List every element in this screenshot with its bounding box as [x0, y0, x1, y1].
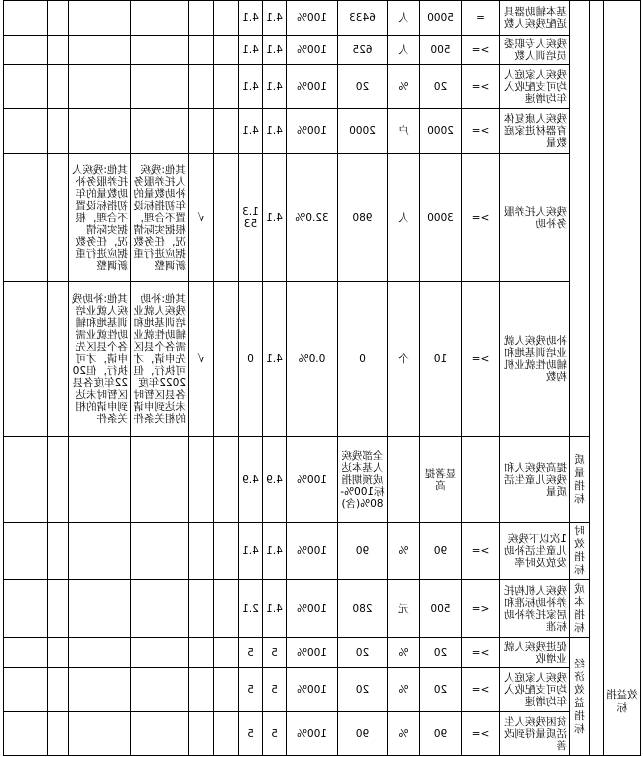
measure-cell: [69, 580, 131, 638]
check-cell: [189, 712, 214, 756]
operator-cell: >=: [462, 65, 500, 109]
blank-cell: [4, 668, 48, 712]
operator-cell: >=: [462, 36, 500, 65]
blank-cell: [214, 437, 239, 523]
table-row: [4, 668, 641, 712]
blank-cell: [214, 36, 239, 65]
completion-rate: 100%: [287, 109, 338, 154]
measure-cell: [69, 712, 131, 756]
unit-cell: %: [388, 65, 420, 109]
reason-cell: [131, 65, 189, 109]
reason-cell: 其他:补助残疾人就业培训基地和辅助性就业需各个县区先申请，才可执行，但2022年度各县区暂时未达到申请的相关条件: [131, 282, 189, 437]
measure-cell: [69, 1, 131, 36]
target-value: 500: [420, 36, 462, 65]
check-cell: [189, 65, 214, 109]
actual-value: 90: [338, 712, 388, 756]
reason-cell: [131, 109, 189, 154]
table-row: [4, 580, 641, 638]
actual-value: 全部残疾人基本达成预期指标100%-80%(含): [338, 437, 388, 523]
check-cell: √: [189, 282, 214, 437]
completion-rate: 0.0%: [287, 282, 338, 437]
table-row: [4, 109, 641, 154]
blank-cell: [4, 580, 48, 638]
table-row: [4, 1, 641, 36]
blank-cell: [48, 638, 69, 668]
unit-cell: %: [388, 712, 420, 756]
operator-cell: >=: [462, 109, 500, 154]
blank-cell: [4, 109, 48, 154]
weight-cell: 4.1: [263, 580, 287, 638]
completion-rate: 100%: [287, 523, 338, 580]
unit-cell: 户: [388, 109, 420, 154]
indicator-name: 残疾人托养服务补助: [500, 154, 570, 282]
actual-value: 20: [338, 638, 388, 668]
weight-cell: 4.1: [263, 154, 287, 282]
weight-cell: 5: [263, 638, 287, 668]
score-cell: 4.9: [239, 437, 263, 523]
actual-value: 6433: [338, 1, 388, 36]
unit-cell: 人: [388, 154, 420, 282]
unit-cell: %: [388, 638, 420, 668]
reason-cell: [131, 36, 189, 65]
target-value: 90: [420, 523, 462, 580]
subcategory-cost: 成本指标: [570, 580, 590, 638]
subcategory-economic: 经济效益指标: [570, 638, 590, 756]
score-cell: 2.1: [239, 580, 263, 638]
check-cell: [189, 437, 214, 523]
indicator-name: 贫困残疾人生活质量得到改善: [500, 712, 570, 756]
blank-cell: [214, 65, 239, 109]
indicator-name: 1次以下残疾儿童生活补助发放及时率: [500, 523, 570, 580]
blank-cell: [48, 712, 69, 756]
score-cell: 4.1: [239, 36, 263, 65]
completion-rate: 100%: [287, 36, 338, 65]
indicator-name: 残疾人康复体育器材进家庭数量: [500, 109, 570, 154]
score-cell: 5: [239, 712, 263, 756]
blank-cell: [48, 580, 69, 638]
blank-cell: [48, 154, 69, 282]
target-value: 20: [420, 638, 462, 668]
indicator-name: 残疾人机构托养补助标准和居家托养补助标准: [500, 580, 570, 638]
unit-cell: %: [388, 668, 420, 712]
check-cell: [189, 668, 214, 712]
operator-cell: [462, 437, 500, 523]
unit-cell: %: [388, 523, 420, 580]
measure-cell: [69, 65, 131, 109]
check-cell: [189, 523, 214, 580]
blank-cell: [214, 523, 239, 580]
actual-value: 90: [338, 523, 388, 580]
weight-cell: 5: [263, 712, 287, 756]
check-cell: [189, 109, 214, 154]
unit-cell: 人: [388, 1, 420, 36]
indicator-name: 残疾人专职委员培训人数: [500, 36, 570, 65]
table-row: [4, 523, 641, 580]
score-cell: 4.1: [239, 65, 263, 109]
blank-cell: [4, 36, 48, 65]
measure-cell: [69, 523, 131, 580]
actual-value: 625: [338, 36, 388, 65]
reason-cell: 其他:残疾人托养服务补助数量的年初指标设置不合理，根据实际情况，任务数据应进行重新调整: [131, 154, 189, 282]
indicator-name: 基本辅助器具适配残疾人数: [500, 1, 570, 36]
table-row: [4, 65, 641, 109]
completion-rate: 100%: [287, 65, 338, 109]
completion-rate: 100%: [287, 437, 338, 523]
blank-cell: [4, 638, 48, 668]
weight-cell: 4.9: [263, 437, 287, 523]
actual-value: 980: [338, 154, 388, 282]
measure-cell: 其他:补助残疾人就业培训基地和辅助性就业需各个县区先申请，才可执行，但2022年度各县区暂时未达到申请的相关条件: [69, 282, 131, 437]
reason-cell: [131, 523, 189, 580]
completion-rate: 100%: [287, 668, 338, 712]
reason-cell: [131, 1, 189, 36]
indicator-name: 残疾人家庭人均可支配收入年均增速: [500, 668, 570, 712]
blank-cell: [48, 65, 69, 109]
blank-cell: [214, 638, 239, 668]
actual-value: 20: [338, 668, 388, 712]
table-row: [4, 437, 641, 523]
score-cell: 4.1: [239, 523, 263, 580]
completion-rate: 100%: [287, 580, 338, 638]
completion-rate: 100%: [287, 638, 338, 668]
indicator-name: 残疾人家庭人均可支配收入年均增速: [500, 65, 570, 109]
actual-value: 280: [338, 580, 388, 638]
blank-cell: [48, 523, 69, 580]
measure-cell: [69, 437, 131, 523]
blank-cell: [214, 109, 239, 154]
table-row: [4, 36, 641, 65]
actual-value: 0: [338, 282, 388, 437]
blank-cell: [48, 1, 69, 36]
measure-cell: 其他:残疾人托养服务补助数量的年初指标设置不合理，根据实际情况，任务数据应进行重新调整: [69, 154, 131, 282]
target-value: 显著提高: [420, 437, 462, 523]
target-value: 3000: [420, 154, 462, 282]
score-cell: 4.1: [239, 1, 263, 36]
weight-cell: 4.1: [263, 109, 287, 154]
reason-cell: [131, 580, 189, 638]
blank-cell: [214, 1, 239, 36]
target-value: 5000: [420, 1, 462, 36]
blank-cell: [214, 712, 239, 756]
completion-rate: 32.0%: [287, 154, 338, 282]
actual-value: 20: [338, 65, 388, 109]
score-cell: 0: [239, 282, 263, 437]
table-row: [4, 638, 641, 668]
reason-cell: [131, 437, 189, 523]
weight-cell: 4.1: [263, 36, 287, 65]
indicator-name: 提高残疾人和残疾儿童生活质量: [500, 437, 570, 523]
category-cell: [590, 1, 604, 756]
score-cell: 1.353: [239, 154, 263, 282]
operator-cell: >=: [462, 638, 500, 668]
score-cell: 5: [239, 668, 263, 712]
blank-cell: [570, 1, 590, 437]
indicator-name: 促进残疾人就业增收: [500, 638, 570, 668]
operator-cell: >=: [462, 668, 500, 712]
completion-rate: 100%: [287, 1, 338, 36]
table-row: [4, 712, 641, 756]
measure-cell: [69, 36, 131, 65]
operator-cell: <=: [462, 580, 500, 638]
blank-cell: [214, 668, 239, 712]
performance-indicator-table: [3, 0, 641, 756]
blank-cell: [48, 282, 69, 437]
blank-cell: [48, 109, 69, 154]
target-value: 90: [420, 712, 462, 756]
weight-cell: 5: [263, 668, 287, 712]
check-cell: [189, 36, 214, 65]
blank-cell: [48, 668, 69, 712]
weight-cell: 4.1: [263, 523, 287, 580]
operator-cell: >=: [462, 712, 500, 756]
operator-cell: =: [462, 1, 500, 36]
check-cell: [189, 580, 214, 638]
unit-cell: [388, 437, 420, 523]
category-cell: 效益指标: [604, 1, 641, 756]
score-cell: 5: [239, 638, 263, 668]
target-value: 500: [420, 580, 462, 638]
table-row: [4, 282, 641, 437]
check-cell: [189, 638, 214, 668]
blank-cell: [48, 36, 69, 65]
weight-cell: 4.1: [263, 1, 287, 36]
blank-cell: [4, 154, 48, 282]
unit-cell: 元: [388, 580, 420, 638]
target-value: 10: [420, 282, 462, 437]
target-value: 20: [420, 65, 462, 109]
measure-cell: [69, 668, 131, 712]
blank-cell: [214, 282, 239, 437]
unit-cell: 人: [388, 36, 420, 65]
weight-cell: 4.1: [263, 282, 287, 437]
reason-cell: [131, 638, 189, 668]
blank-cell: [4, 282, 48, 437]
target-value: 20: [420, 668, 462, 712]
indicator-name: 补助残疾人就业培训基地和辅助性就业机构数: [500, 282, 570, 437]
check-cell: √: [189, 154, 214, 282]
operator-cell: >=: [462, 523, 500, 580]
operator-cell: >=: [462, 154, 500, 282]
completion-rate: 100%: [287, 712, 338, 756]
target-value: 2000: [420, 109, 462, 154]
reason-cell: [131, 712, 189, 756]
blank-cell: [48, 437, 69, 523]
blank-cell: [4, 1, 48, 36]
blank-cell: [4, 712, 48, 756]
measure-cell: [69, 109, 131, 154]
subcategory-quality: 质量指标: [570, 437, 590, 523]
blank-cell: [4, 65, 48, 109]
unit-cell: 个: [388, 282, 420, 437]
blank-cell: [214, 580, 239, 638]
operator-cell: >=: [462, 282, 500, 437]
blank-cell: [4, 523, 48, 580]
measure-cell: [69, 638, 131, 668]
actual-value: 2000: [338, 109, 388, 154]
weight-cell: 4.1: [263, 65, 287, 109]
blank-cell: [4, 437, 48, 523]
table-row: [4, 154, 641, 282]
reason-cell: [131, 668, 189, 712]
check-cell: [189, 1, 214, 36]
blank-cell: [214, 154, 239, 282]
score-cell: 4.1: [239, 109, 263, 154]
subcategory-timeliness: 时效指标: [570, 523, 590, 580]
